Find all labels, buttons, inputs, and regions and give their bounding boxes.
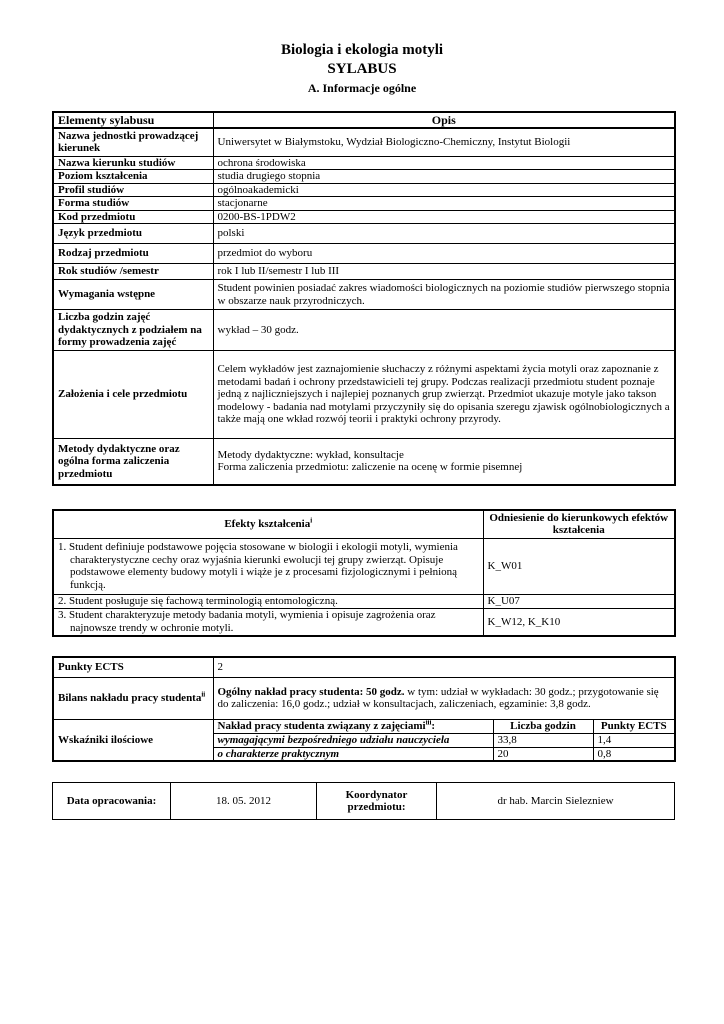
table-row	[53, 197, 675, 211]
info-table-header	[53, 112, 675, 128]
outcome-text: 3. Student charakteryzuje metody badania motyli, wymienia i opisuje zagrożenia oraz najnowsze trendy w ochronie motyli.	[53, 608, 483, 636]
table-row	[53, 657, 675, 677]
info-label: Profil studiów	[53, 183, 213, 197]
info-value: 0200-BS-1PDW2	[213, 210, 675, 224]
info-value: studia drugiego stopnia	[213, 170, 675, 184]
info-label: Forma studiów	[53, 197, 213, 211]
info-value: przedmiot do wyboru	[213, 244, 675, 264]
assessment-text: Forma zaliczenia przedmiotu: zaliczenie na ocenę w formie pisemnej	[217, 461, 523, 474]
workload-hours: 20	[493, 747, 593, 761]
info-label: Liczba godzin zajęć dydaktycznych z podziałem na formy prowadzenia zajęć	[53, 310, 213, 351]
info-col-elements: Elementy sylabusu	[53, 112, 213, 128]
table-row	[53, 183, 675, 197]
info-label: Wymagania wstępne	[53, 280, 213, 310]
info-label: Poziom kształcenia	[53, 170, 213, 184]
coordinator-label: Koordynator przedmiotu:	[317, 783, 437, 820]
info-value	[213, 439, 675, 485]
footer-table	[52, 782, 675, 820]
info-table	[52, 111, 676, 486]
date-value: 18. 05. 2012	[171, 783, 317, 820]
methods-text: Metody dydaktyczne: wykład, konsultacje	[217, 448, 404, 461]
balance-label: Bilans nakładu pracy studenta$^{ii}$	[53, 677, 213, 719]
info-value: polski	[213, 224, 675, 244]
info-value: Celem wykładów jest zaznajomienie słuchaczy z różnymi aspektami życia motyli oraz zapoznanie z metodami badań i ochrony przedstawicieli tej grupy. Podczas realizacji przedmiotu student poznaje jedną z najliczniejszych i najlepiej poznanych grup zwierząt. Przedmiot ukazuje motyle jako takson modelowy - badania nad motylami przyczyniły się do opisania szeregu zjawisk ogólnobiologicznych a także mają one wkład rozwój teorii i praktyki ochrony przyrody.	[213, 351, 675, 439]
workload-header: Nakład pracy studenta związany z zajęciami$^{iii}$:	[213, 719, 493, 733]
info-value: rok I lub II/semestr I lub III	[213, 264, 675, 280]
table-row	[53, 783, 675, 820]
indicators-label: Wskaźniki ilościowe	[53, 719, 213, 761]
table-row	[53, 351, 675, 439]
ects-value: 2	[213, 657, 675, 677]
workload-row-label: wymagającymi bezpośredniego udziału nauczyciela	[213, 733, 493, 747]
table-row	[53, 608, 675, 636]
info-label: Język przedmiotu	[53, 224, 213, 244]
info-value: ogólnoakademicki	[213, 183, 675, 197]
table-row	[53, 156, 675, 170]
hours-header: Liczba godzin	[493, 719, 593, 733]
outcome-ref: K_U07	[483, 594, 675, 608]
table-row	[53, 170, 675, 184]
outcome-text: 2. Student posługuje się fachową terminologią entomologiczną.	[53, 594, 483, 608]
table-row	[53, 264, 675, 280]
table-row	[53, 310, 675, 351]
table-row	[53, 594, 675, 608]
table-row	[53, 677, 675, 719]
info-label: Metody dydaktyczne oraz ogólna forma zaliczenia przedmiotu	[53, 439, 213, 485]
outcomes-table	[52, 509, 676, 637]
workload-ects: 1,4	[593, 733, 675, 747]
table-row	[53, 128, 675, 156]
info-label: Założenia i cele przedmiotu	[53, 351, 213, 439]
info-value: wykład – 30 godz.	[213, 310, 675, 351]
info-label: Rok studiów /semestr	[53, 264, 213, 280]
table-row	[53, 538, 675, 594]
info-label: Nazwa kierunku studiów	[53, 156, 213, 170]
document-title: Biologia i ekologia motyli	[280, 42, 444, 58]
info-value: Uniwersytet w Białymstoku, Wydział Biologiczno-Chemiczny, Instytut Biologii	[213, 128, 675, 156]
info-value: stacjonarne	[213, 197, 675, 211]
ects-points-header: Punkty ECTS	[593, 719, 675, 733]
ects-table	[52, 656, 676, 762]
document-subtitle: SYLABUS	[327, 61, 397, 77]
info-label: Kod przedmiotu	[53, 210, 213, 224]
workload-row-label: o charakterze praktycznym	[213, 747, 493, 761]
table-row	[53, 210, 675, 224]
outcomes-table-header	[53, 510, 675, 538]
workload-hours: 33,8	[493, 733, 593, 747]
outcomes-col-effects: Efekty kształcenia$^i$	[53, 510, 483, 538]
ects-label: Punkty ECTS	[53, 657, 213, 677]
info-label: Nazwa jednostki prowadzącej kierunek	[53, 128, 213, 156]
info-value: Student powinien posiadać zakres wiadomości biologicznych na poziomie studiów pierwszego stopnia w obszarze nauk przyrodniczych.	[213, 280, 675, 310]
info-col-description: Opis	[213, 112, 675, 128]
table-row	[53, 439, 675, 485]
coordinator-value: dr hab. Marcin Sielezniew	[437, 783, 675, 820]
info-value: ochrona środowiska	[213, 156, 675, 170]
table-row	[53, 719, 675, 733]
info-label: Rodzaj przedmiotu	[53, 244, 213, 264]
outcomes-col-reference: Odniesienie do kierunkowych efektów kształcenia	[483, 510, 675, 538]
section-heading: A. Informacje ogólne	[307, 81, 417, 95]
outcome-text: 1. Student definiuje podstawowe pojęcia stosowane w biologii i ekologii motyli, wymienia charakterystyczne cechy oraz wyjaśnia kierunki ewolucji tej grupy zwierząt. Opisuje podstawowe elementy budowy motyli i wiąże je z procesami fizjologicznymi i pełnioną funkcją.	[53, 538, 483, 594]
outcome-ref: K_W01	[483, 538, 675, 594]
table-row	[53, 224, 675, 244]
balance-value: Ogólny nakład pracy studenta: 50 godz. w tym: udział w wykładach: 30 godz.; przygotowanie się do zaliczenia: 16,0 godz.; udział w konsultacjach, zaliczeniach, egzaminie: 3,8 godz.	[213, 677, 675, 719]
table-row	[53, 244, 675, 264]
table-row	[53, 280, 675, 310]
date-label: Data opracowania:	[53, 783, 171, 820]
workload-ects: 0,8	[593, 747, 675, 761]
outcome-ref: K_W12, K_K10	[483, 608, 675, 636]
